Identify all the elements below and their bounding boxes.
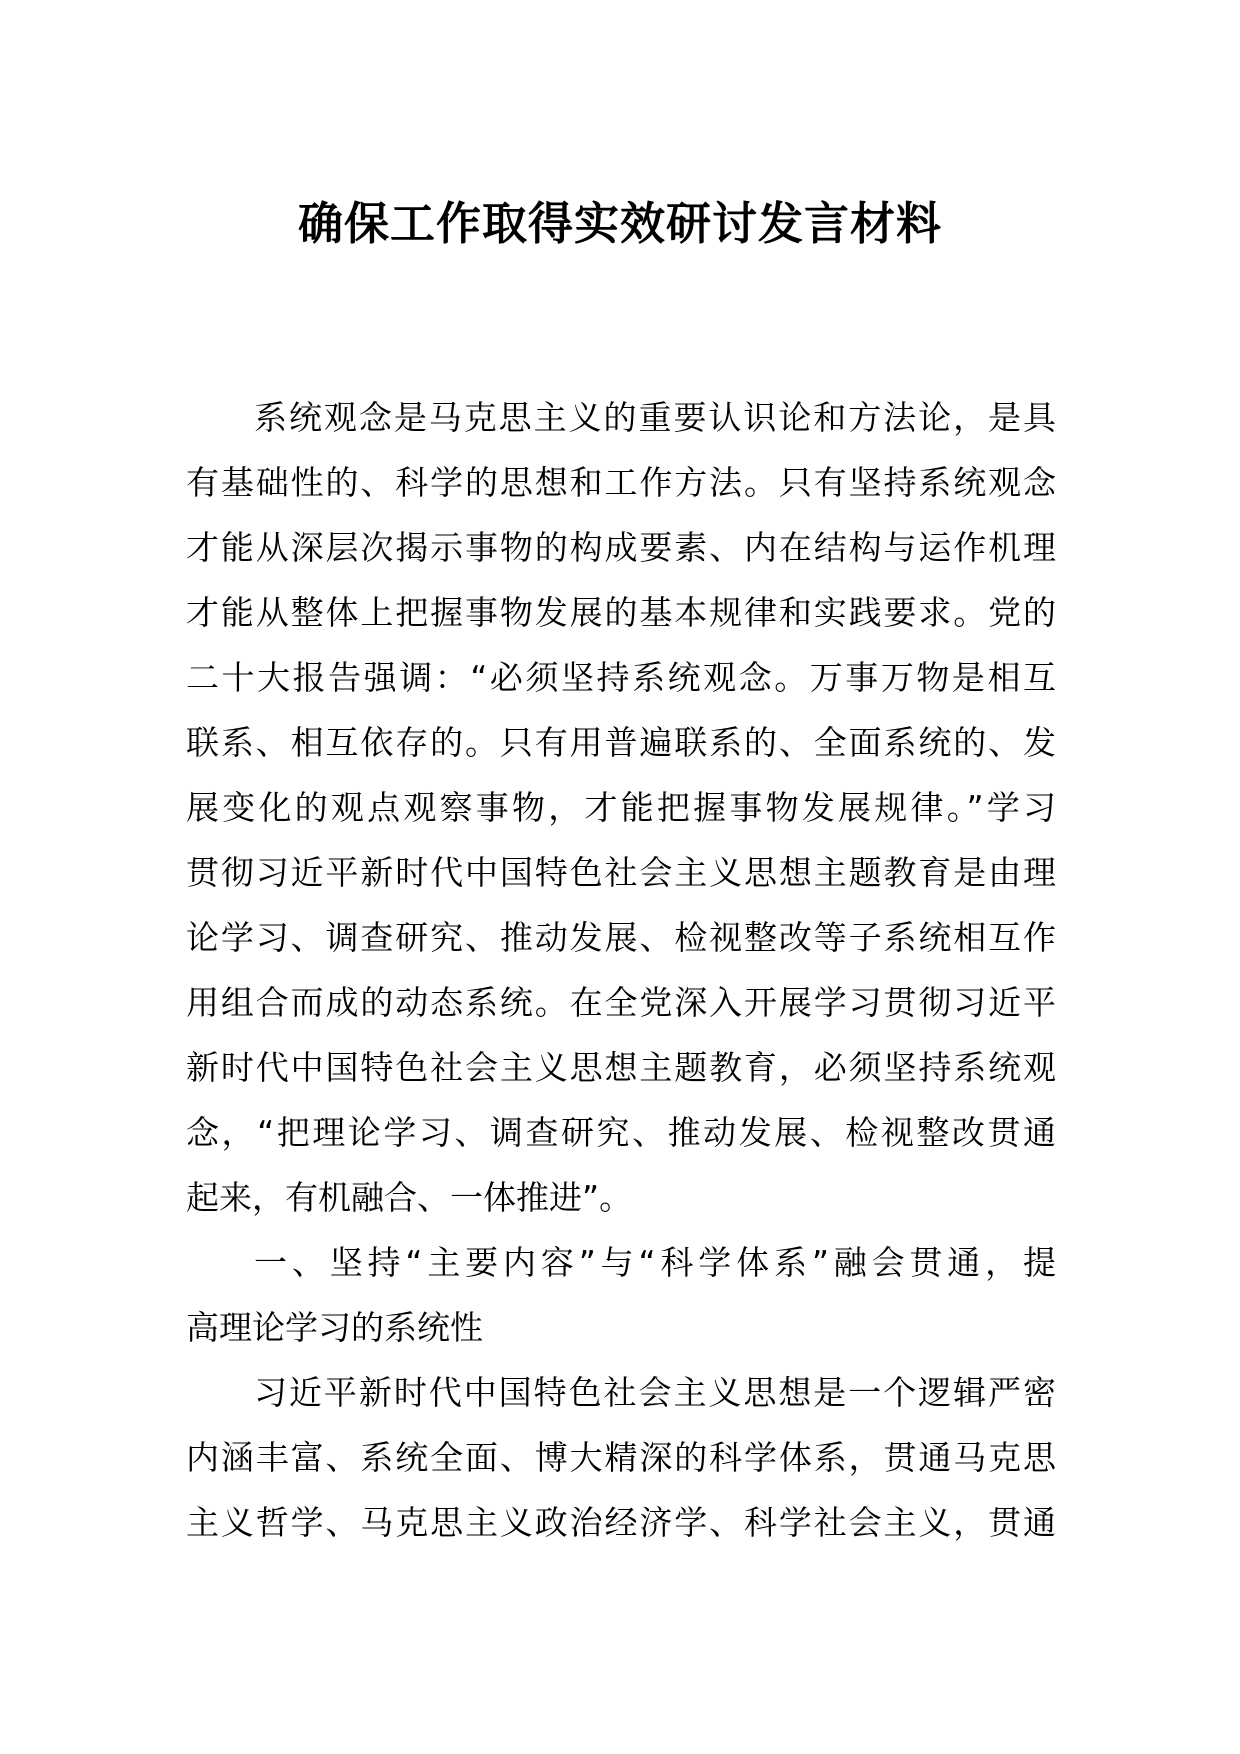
paragraph-1-line-1: 系统观念是马克思主义的重要认识论和方法论，是具 [254, 398, 1056, 437]
paragraph-1-line-13: 起来，有机融合、一体推进”。 [186, 1178, 633, 1217]
document-title: 确保工作取得实效研讨发言材料 [297, 197, 942, 250]
section-1-heading-line-2: 高理论学习的系统性 [186, 1308, 483, 1347]
paragraph-1-line-4: 才能从整体上把握事物发展的基本规律和实践要求。党的 [186, 593, 1056, 632]
paragraph-1-line-10: 用组合而成的动态系统。在全党深入开展学习贯彻习近平 [186, 983, 1056, 1022]
paragraph-1-line-5: 二十大报告强调：“必须坚持系统观念。万事万物是相互 [186, 658, 1056, 697]
paragraph-1-line-6: 联系、相互依存的。只有用普遍联系的、全面系统的、发 [186, 723, 1056, 762]
paragraph-1-line-2: 有基础性的、科学的思想和工作方法。只有坚持系统观念 [186, 463, 1056, 502]
paragraph-1-line-9: 论学习、调查研究、推动发展、检视整改等子系统相互作 [186, 918, 1056, 957]
paragraph-2-line-2: 内涵丰富、系统全面、博大精深的科学体系，贯通马克思 [186, 1438, 1056, 1477]
paragraph-1-line-3: 才能从深层次揭示事物的构成要素、内在结构与运作机理 [186, 528, 1056, 567]
paragraph-2-line-1: 习近平新时代中国特色社会主义思想是一个逻辑严密 [254, 1373, 1056, 1412]
section-1-heading-line-1: 一、坚持“主要内容”与“科学体系”融会贯通，提 [254, 1243, 1056, 1282]
document-body [186, 385, 1056, 1555]
paragraph-2-line-3: 主义哲学、马克思主义政治经济学、科学社会主义，贯通 [186, 1503, 1056, 1542]
paragraph-1-line-12: 念，“把理论学习、调查研究、推动发展、检视整改贯通 [186, 1113, 1056, 1152]
paragraph-1-line-11: 新时代中国特色社会主义思想主题教育，必须坚持系统观 [186, 1048, 1056, 1087]
paragraph-1-line-8: 贯彻习近平新时代中国特色社会主义思想主题教育是由理 [186, 853, 1056, 892]
paragraph-1-line-7: 展变化的观点观察事物，才能把握事物发展规律。”学习 [186, 788, 1056, 827]
